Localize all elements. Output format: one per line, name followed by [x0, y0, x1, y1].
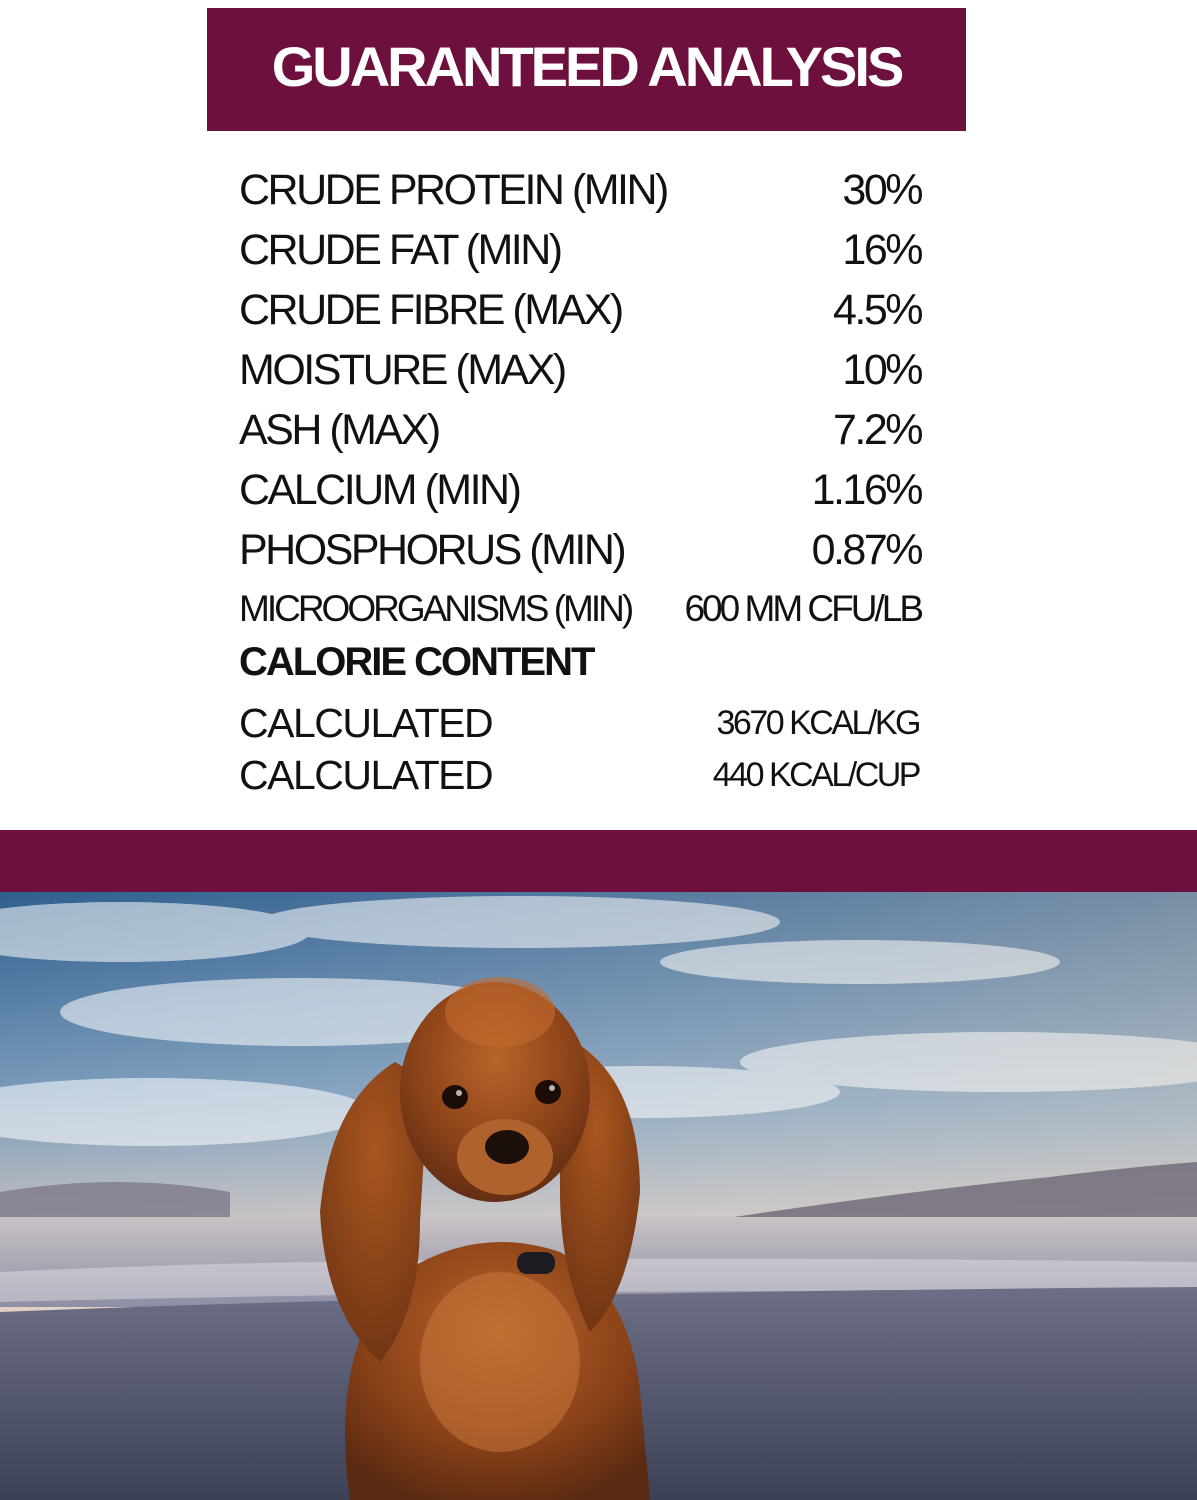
- calorie-value: 3670 KCAL/KG: [716, 703, 919, 742]
- analysis-value: 4.5%: [832, 285, 921, 334]
- analysis-label: MOISTURE (MAX): [239, 345, 565, 394]
- analysis-value: 7.2%: [832, 405, 921, 454]
- divider-band: [0, 830, 1197, 892]
- dog-left-eye: [442, 1085, 468, 1109]
- analysis-row: [239, 280, 921, 340]
- analysis-row: [239, 160, 921, 220]
- calorie-label: CALCULATED: [239, 699, 493, 746]
- dog-right-eye: [535, 1080, 561, 1104]
- analysis-label: CRUDE FIBRE (MAX): [239, 285, 622, 334]
- analysis-label: CALCIUM (MIN): [239, 465, 520, 514]
- calorie-row: [239, 697, 919, 749]
- analysis-value: 16%: [842, 225, 921, 274]
- analysis-row: [239, 520, 921, 580]
- guaranteed-analysis-list: [239, 160, 921, 637]
- analysis-label: ASH (MAX): [239, 405, 439, 454]
- analysis-row: [239, 460, 921, 520]
- analysis-label: MICROORGANISMS (MIN): [239, 587, 632, 629]
- analysis-row: [239, 580, 921, 637]
- analysis-row: [239, 400, 921, 460]
- analysis-label: PHOSPHORUS (MIN): [239, 525, 625, 574]
- header-title: GUARANTEED ANALYSIS: [271, 35, 902, 98]
- header-banner: [207, 8, 966, 131]
- calorie-row: [239, 749, 919, 801]
- calorie-value: 440 KCAL/CUP: [712, 755, 919, 794]
- analysis-label: CRUDE FAT (MIN): [239, 225, 561, 274]
- calorie-label: CALCULATED: [239, 751, 493, 798]
- photo-illustration: [0, 892, 1197, 1500]
- dog-tag: [517, 1252, 555, 1274]
- analysis-value: 0.87%: [811, 525, 921, 574]
- dog-on-beach-photo: [0, 892, 1197, 1500]
- analysis-value: 30%: [842, 165, 921, 214]
- analysis-value: 1.16%: [811, 465, 921, 514]
- analysis-row: [239, 340, 921, 400]
- analysis-value: 600 MM CFU/LB: [684, 587, 921, 629]
- analysis-value: 10%: [842, 345, 921, 394]
- calorie-content-heading: CALORIE CONTENT: [239, 640, 594, 684]
- left-hills: [0, 1182, 230, 1222]
- analysis-row: [239, 220, 921, 280]
- calorie-content-list: [239, 697, 919, 801]
- dog-nose: [485, 1130, 529, 1164]
- analysis-label: CRUDE PROTEIN (MIN): [239, 165, 667, 214]
